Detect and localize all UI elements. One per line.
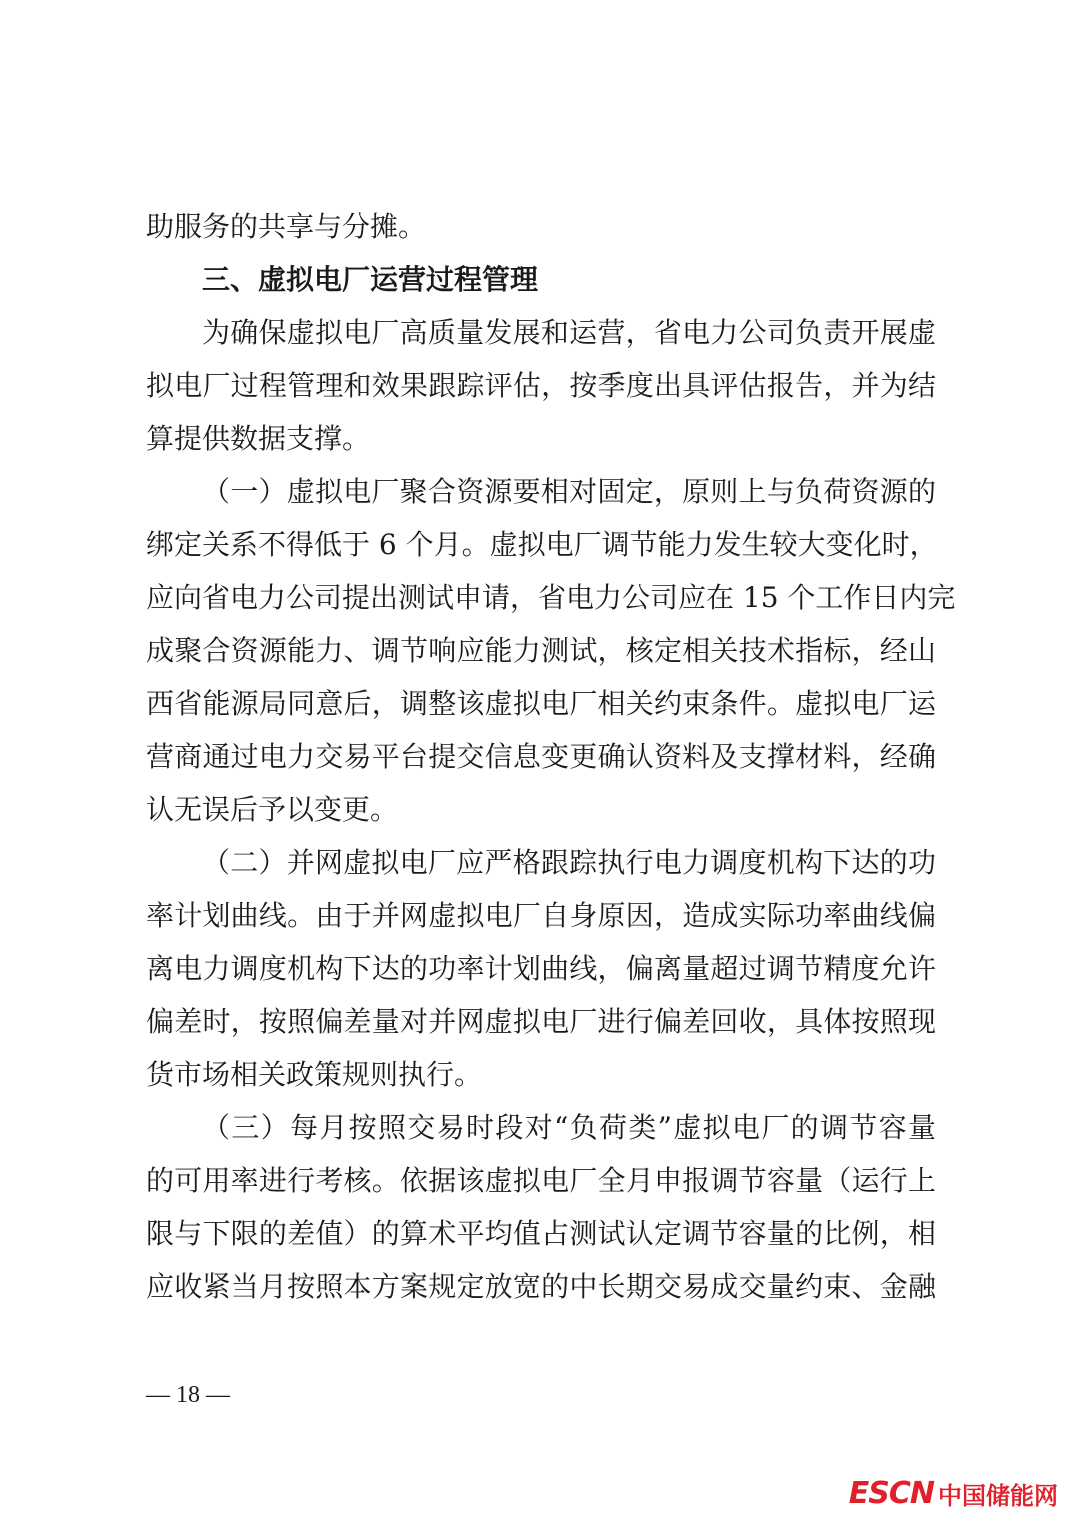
text-line: 营商通过电力交易平台提交信息变更确认资料及支撑材料，经确 <box>146 740 936 773</box>
text-line: 偏差时，按照偏差量对并网虚拟电厂进行偏差回收，具体按照现 <box>146 1005 936 1038</box>
text-line: （二）并网虚拟电厂应严格跟踪执行电力调度机构下达的功 <box>202 846 936 879</box>
section-heading: 三、虚拟电厂运营过程管理 <box>202 263 539 296</box>
text-line: （一）虚拟电厂聚合资源要相对固定，原则上与负荷资源的 <box>202 475 936 508</box>
text-line: 绑定关系不得低于 6 个月。虚拟电厂调节能力发生较大变化时， <box>146 528 938 561</box>
page-number: — 18 — <box>146 1382 230 1408</box>
watermark-logo <box>849 1476 1058 1511</box>
text-line: 助服务的共享与分摊。 <box>146 210 427 243</box>
text-line: 限与下限的差值）的算术平均值占测试认定调节容量的比例，相 <box>146 1217 936 1250</box>
text-line: 算提供数据支撑。 <box>146 422 371 455</box>
text-line: 货市场相关政策规则执行。 <box>146 1058 483 1091</box>
text-line: 离电力调度机构下达的功率计划曲线，偏离量超过调节精度允许 <box>146 952 936 985</box>
text-line: 西省能源局同意后，调整该虚拟电厂相关约束条件。虚拟电厂运 <box>146 687 936 720</box>
body-text <box>146 200 956 1313</box>
text-line: 应收紧当月按照本方案规定放宽的中长期交易成交量约束、金融 <box>146 1270 936 1303</box>
text-line: 为确保虚拟电厂高质量发展和运营，省电力公司负责开展虚 <box>202 316 936 349</box>
watermark-chinese: 中国储能网 <box>938 1482 1058 1510</box>
text-line: 应向省电力公司提出测试申请，省电力公司应在 15 个工作日内完 <box>146 581 956 614</box>
watermark-latin: ESCN <box>848 1476 934 1511</box>
text-line: 的可用率进行考核。依据该虚拟电厂全月申报调节容量（运行上 <box>146 1164 936 1197</box>
text-line: 成聚合资源能力、调节响应能力测试，核定相关技术指标，经山 <box>146 634 936 667</box>
text-line: 率计划曲线。由于并网虚拟电厂自身原因，造成实际功率曲线偏 <box>146 899 936 932</box>
text-line: （三）每月按照交易时段对“负荷类”虚拟电厂的调节容量 <box>202 1111 936 1144</box>
text-line: 认无误后予以变更。 <box>146 793 399 826</box>
text-line: 拟电厂过程管理和效果跟踪评估，按季度出具评估报告，并为结 <box>146 369 936 402</box>
